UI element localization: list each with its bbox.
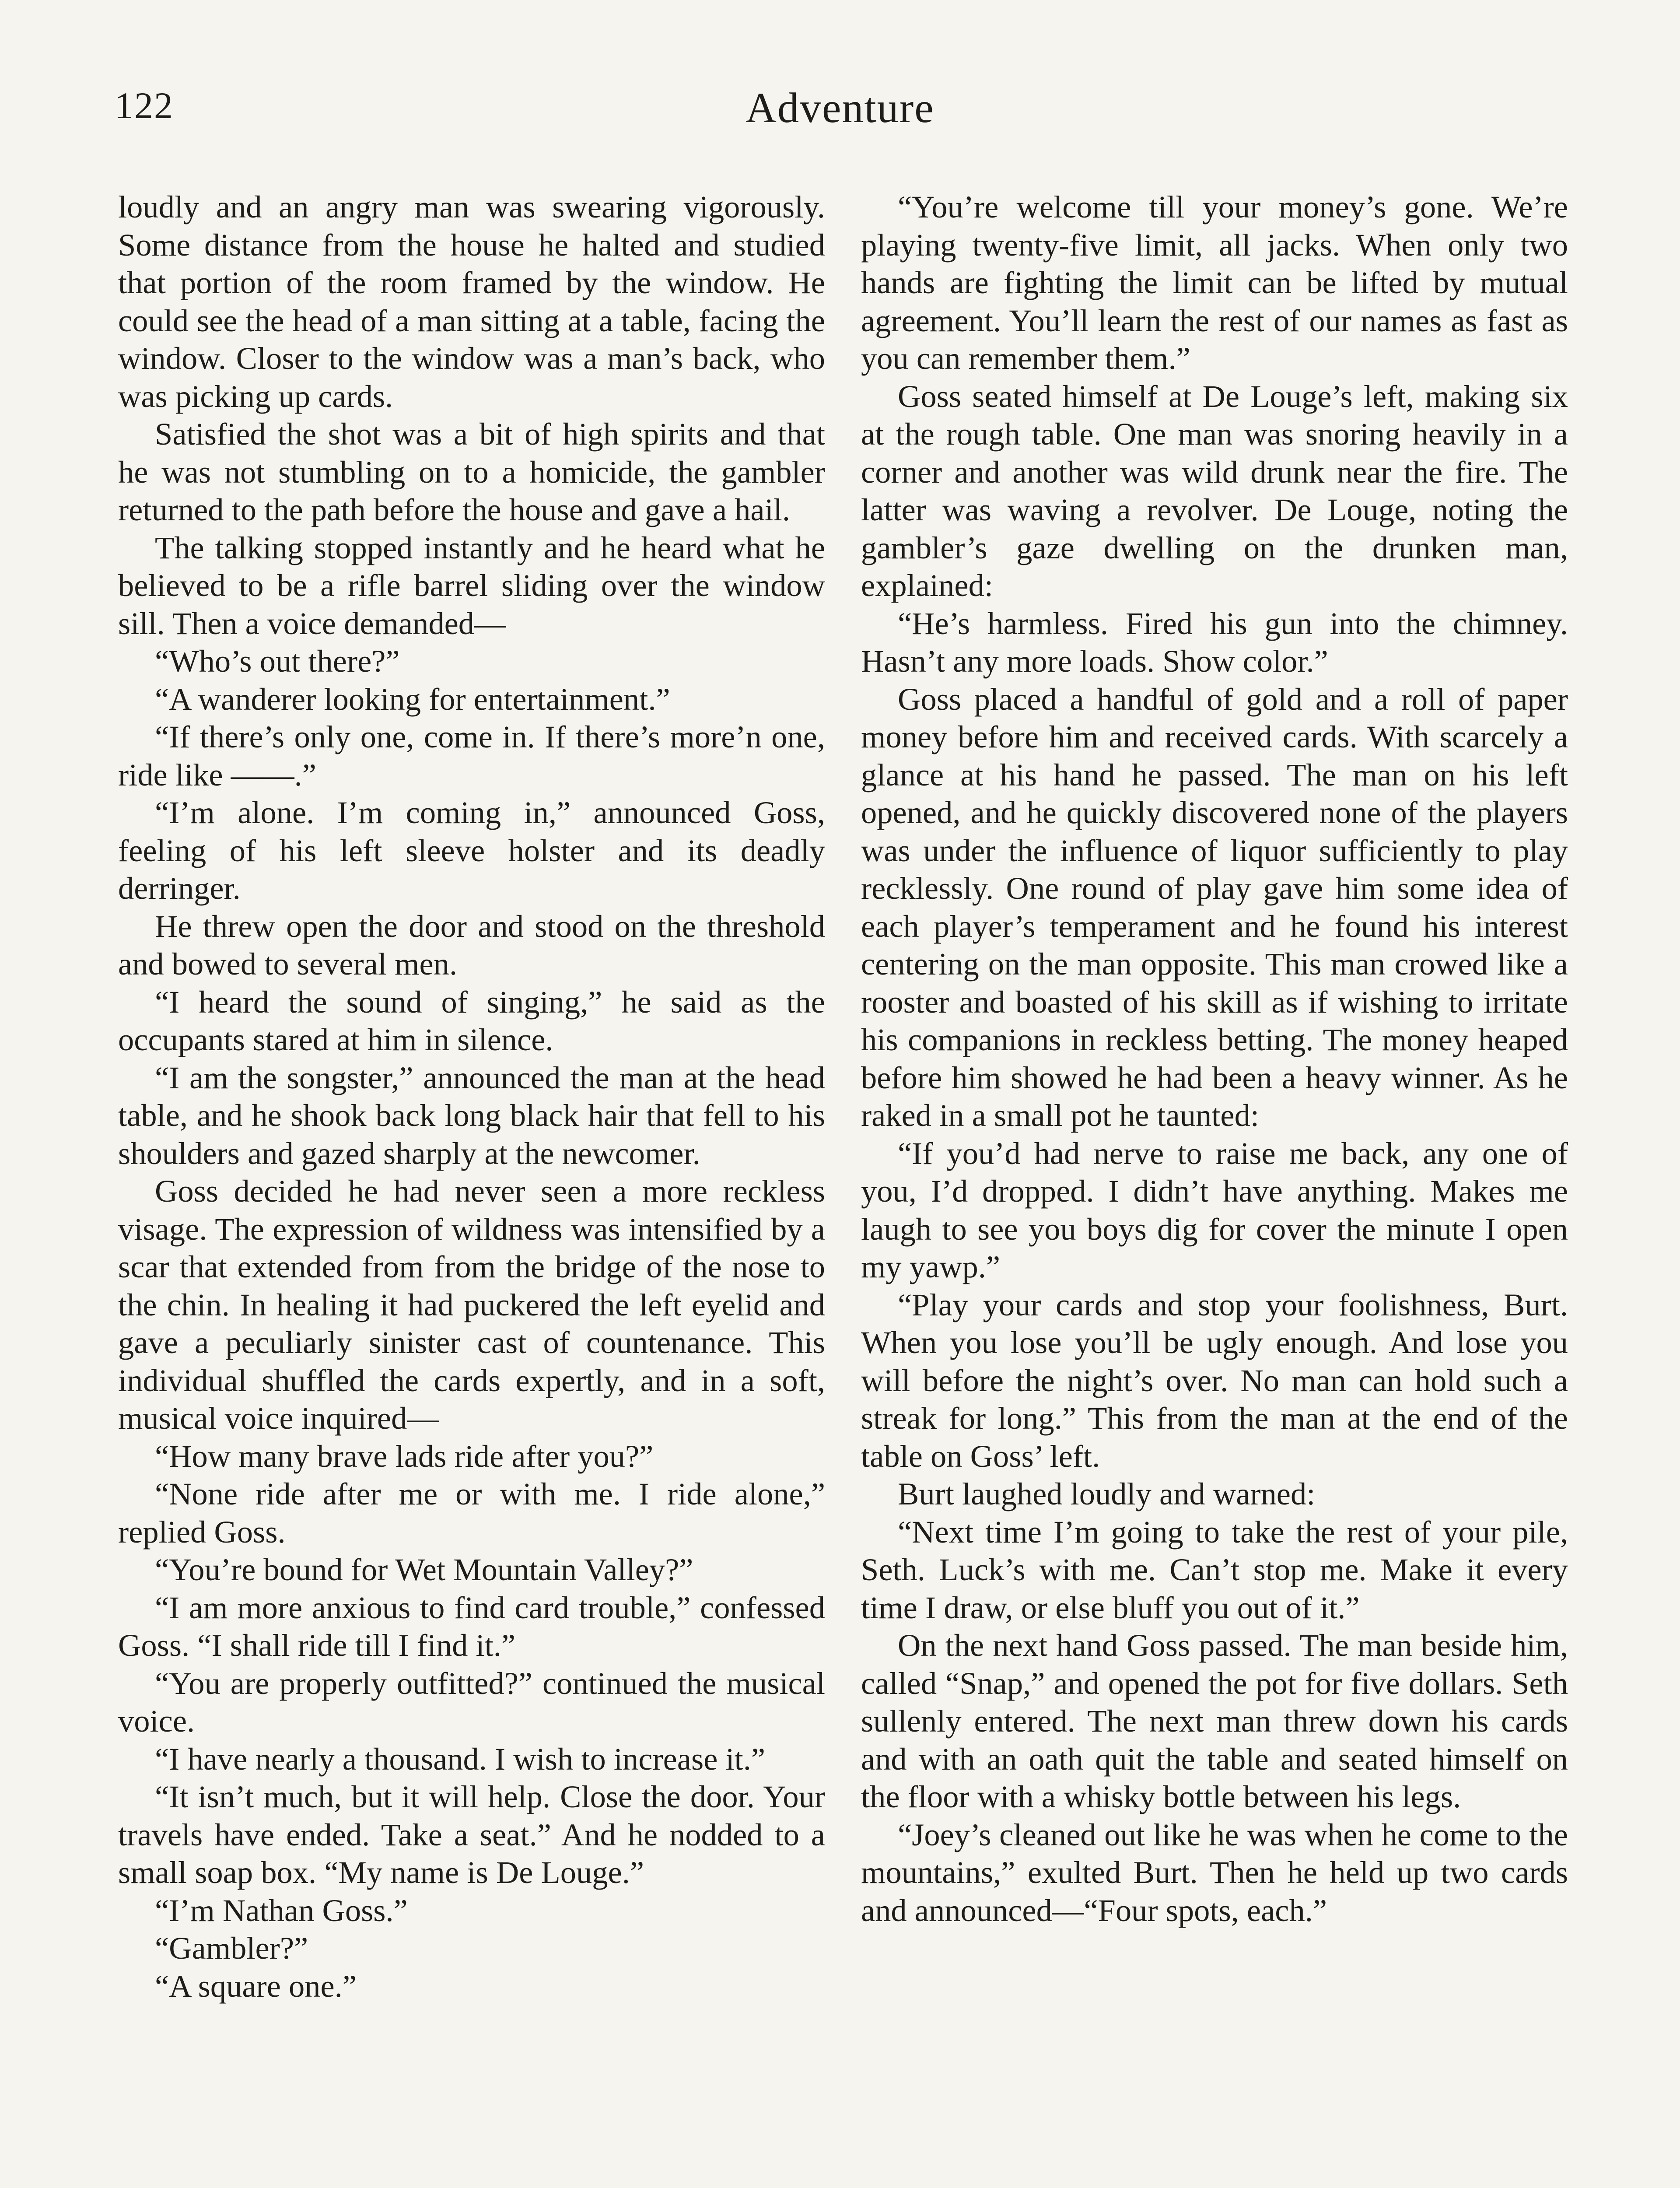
paragraph: “I’m Nathan Goss.” xyxy=(155,1892,408,1928)
paragraph: “If you’d had nerve to raise me back, any one of you, I’d dropped. I didn’t have anything. Makes me laugh to see you boys dig for cover the minute I open my yawp.” xyxy=(861,1135,1568,1284)
paragraph: “You’re welcome till your money’s gone. We’re playing twenty-five limit, all jacks. When only two hands are fighting the limit can be lifted by mutual agreement. You’ll learn the rest of our names as fast as you can remember them.” xyxy=(861,189,1568,376)
paragraph: “Who’s out there?” xyxy=(155,643,400,679)
paragraph: “None ride after me or with me. I ride alone,” replied Goss. xyxy=(118,1476,825,1550)
paragraph: “You’re bound for Wet Mountain Valley?” xyxy=(155,1552,693,1587)
paragraph: “A wanderer looking for entertainment.” xyxy=(155,681,670,717)
page-number: 122 xyxy=(115,84,174,126)
running-head-title: Adventure xyxy=(746,84,934,132)
paragraph: “I have nearly a thousand. I wish to increase it.” xyxy=(155,1741,766,1777)
paragraph: “I am the songster,” announced the man at the head table, and he shook back long black hair that fell to his shoulders and gazed sharply at the newcomer. xyxy=(118,1059,825,1171)
paragraph: “It isn’t much, but it will help. Close the door. Your travels have ended. Take a seat.” And he nodded to a small soap box. “My name is De Louge.” xyxy=(118,1779,825,1890)
paragraph: “Next time I’m going to take the rest of your pile, Seth. Luck’s with me. Can’t stop me. Make it every time I draw, or else bluff you out of it.” xyxy=(861,1514,1568,1625)
paragraph: “I’m alone. I’m coming in,” announced Goss, feeling of his left sleeve holster and its deadly derringer. xyxy=(118,795,825,906)
paragraph: Goss decided he had never seen a more reckless visage. The expression of wildness was intensified by a scar that extended from from the bridge of the nose to the chin. In healing it had puckered the left eyelid and gave a peculiarly sinister cast of countenance. This individual shuffled the cards expertly, and in a soft, musical voice inquired— xyxy=(118,1173,825,1436)
paragraph: “How many brave lads ride after you?” xyxy=(155,1438,654,1474)
paragraph: The talking stopped instantly and he heard what he believed to be a rifle barrel sliding over the window sill. Then a voice demanded— xyxy=(118,529,825,641)
paragraph: On the next hand Goss passed. The man beside him, called “Snap,” and opened the pot for five dollars. Seth sullenly entered. The next man threw down his cards and with an oath quit the table and seated himself on the floor with a whisky bottle between his legs. xyxy=(861,1627,1568,1814)
paragraph: “I am more anxious to find card trouble,” confessed Goss. “I shall ride till I find it.” xyxy=(118,1589,825,1663)
paragraph: loudly and an angry man was swearing vigorously. Some distance from the house he halted and studied that portion of the room framed by the window. He could see the head of a man sitting at a table, facing the window. Closer to the window was a man’s back, who was picking up cards. xyxy=(118,189,825,414)
paragraph: Burt laughed loudly and warned: xyxy=(898,1476,1316,1511)
paragraph: “If there’s only one, come in. If there’s more’n one, ride like ——.” xyxy=(118,719,825,792)
paragraph: “Joey’s cleaned out like he was when he come to the mountains,” exulted Burt. Then he held up two cards and announced—“Four spots, each.” xyxy=(861,1816,1568,1928)
paragraph: He threw open the door and stood on the threshold and bowed to several men. xyxy=(118,908,825,982)
paragraph: “A square one.” xyxy=(155,1968,357,2004)
paragraph: “Gambler?” xyxy=(155,1930,308,1966)
paragraph: Goss seated himself at De Louge’s left, making six at the rough table. One man was snoring heavily in a corner and another was wild drunk near the fire. The latter was waving a revolver. De Louge, noting the gambler’s gaze dwelling on the drunken man, explained: xyxy=(861,378,1568,603)
paragraph: “He’s harmless. Fired his gun into the chimney. Hasn’t any more loads. Show color.” xyxy=(861,605,1568,679)
paragraph: “You are properly outfitted?” continued the musical voice. xyxy=(118,1665,825,1739)
paragraph: “I heard the sound of singing,” he said as the occupants stared at him in silence. xyxy=(118,984,825,1057)
text-column-right xyxy=(861,188,1568,2188)
paragraph: Goss placed a handful of gold and a roll of paper money before him and received cards. With scarcely a glance at his hand he passed. The man on his left opened, and he quickly discovered none of the players was under the influence of liquor sufficiently to play recklessly. One round of play gave him some idea of each player’s temperament and he found his interest centering on the man opposite. This man crowed like a rooster and boasted of his skill as if wishing to irritate his companions in reckless betting. The money heaped before him showed he had been a heavy winner. As he raked in a small pot he taunted: xyxy=(861,681,1568,1133)
paragraph: Satisfied the shot was a bit of high spirits and that he was not stumbling on to a homicide, the gambler returned to the path before the house and gave a hail. xyxy=(118,416,825,527)
paragraph: “Play your cards and stop your foolishness, Burt. When you lose you’ll be ugly enough. And lose you will before the night’s over. No man can hold such a streak for long.” This from the man at the end of the table on Goss’ left. xyxy=(861,1287,1568,1474)
text-column-left xyxy=(118,188,825,2188)
